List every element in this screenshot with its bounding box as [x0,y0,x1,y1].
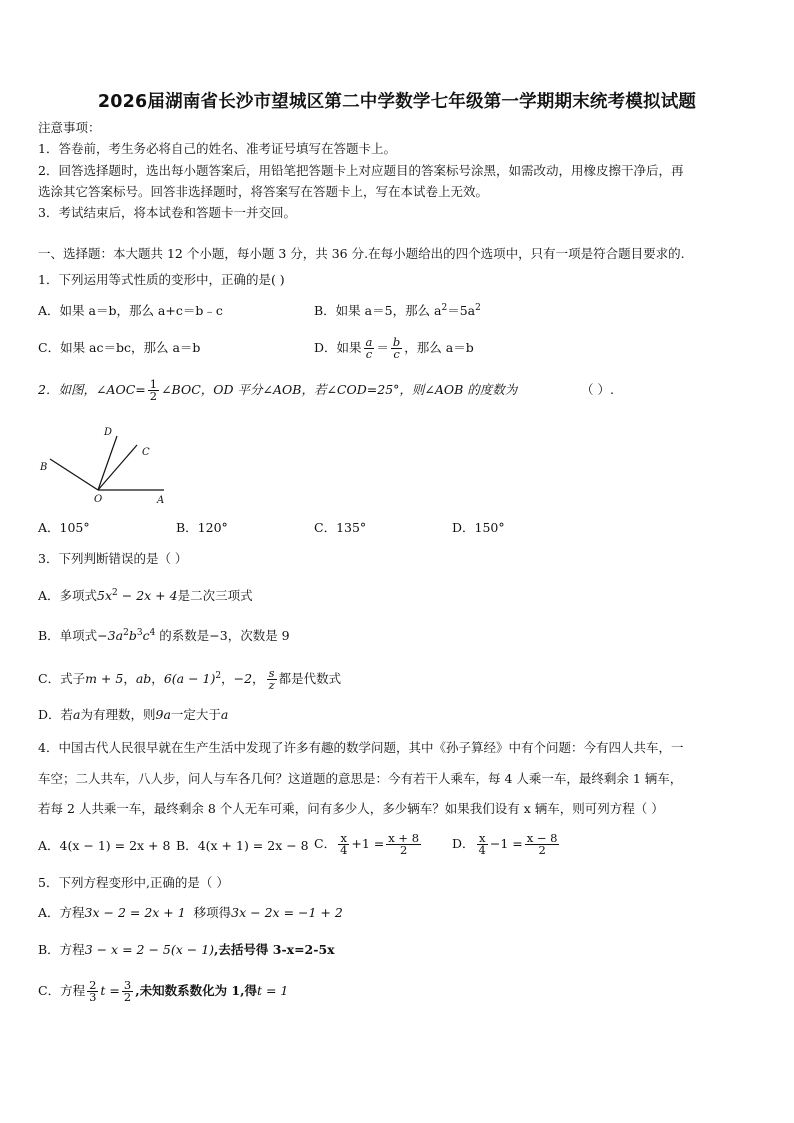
q2-stem-pre: 2．如图，∠AOC= [38,382,146,397]
question-4-line: 车空；二人共车，八人步，问人与车各几何？这道题的意思是：今有若干人乘车，每 4 人乘一车，最终剩余 1 辆车， [38,771,683,786]
q1-d-post: ，那么 a＝b [404,340,474,355]
fraction-b-over-c: $\frac{b}{c}$ [392,334,401,361]
q1-option-b [314,302,481,320]
q3-b-pre: B．单项式 [38,628,98,643]
fraction-3-over-2: $\frac{3}{2}$ [123,977,132,1004]
angle-figure [36,424,176,508]
fraction-x-over-4: $\frac{x}{4}$ [340,830,348,857]
q2-option-b: B．120° [176,520,228,535]
notice-item: 3．考试结束后，将本试卷和答题卡一并交回。 [38,205,296,220]
q3-a-pre: A．多项式 [38,588,98,603]
q2-answer-paren: （ ）. [581,382,614,397]
q2-option-a: A．105° [38,520,90,535]
fraction-x-over-4: $\frac{x}{4}$ [478,830,486,857]
fraction-s-over-z: $\frac{s}{z}$ [268,665,275,692]
notice-item: 选涂其它答案标号。回答非选择题时，将答案写在答题卡上，写在本试卷上无效。 [38,184,489,199]
label-o: O [94,494,103,505]
q3-a-expr2: − 2x + 4 [117,588,178,603]
fraction-2-over-3: $\frac{2}{3}$ [89,977,97,1004]
q5-option-b: B．方程3 − x = 2 − 5(x − 1),去括号得 3-x=2-5x [38,942,335,957]
q4-option-b: B．4(x + 1) = 2x − 8 [176,838,309,853]
q3-b-post: 的系数是−3，次数是 9 [155,628,290,643]
page-title: 2026届湖南省长沙市望城区第二中学数学七年级第一学期期末统考模拟试题 [97,92,697,112]
ray-ob [50,459,98,490]
q3-option-c: C．式子m + 5，ab，$6(a - 1)^2$，−2， $\frac{s}{z}$ 都是代数式 [38,665,342,692]
label-b: B [40,462,48,473]
question-1-stem: 1．下列运用等式性质的变形中，正确的是( ) [38,272,285,287]
fraction-xminus8-over-2: $\frac{x - 8}{2}$ [526,830,558,857]
fraction-xplus8-over-2: $\frac{x + 8}{2}$ [388,830,420,857]
q1-b-sup: 2 [441,303,448,313]
q1-option-c: C．如果 ac＝bc，那么 a＝b [38,340,201,355]
q3-option-d: D．若a为有理数，则9a一定大于a [38,707,229,722]
q2-stem-post: ∠BOC，OD 平分∠AOB，若∠COD=25°，则∠AOB 的度数为 [161,382,518,397]
label-c: C [142,447,150,458]
q1-d-text: D．如果 [314,340,362,355]
ray-od [98,436,117,490]
q1-b-sup2: 2 [475,303,481,313]
section-heading: 一、选择题：本大题共 12 个小题，每小题 3 分，共 36 分.在每小题给出的四个选项中，只有一项是符合题目要求的. [38,246,685,261]
q3-option-a: A．多项式$5x^2 - 2x + 4$是二次三项式 [38,588,253,603]
label-a: A [157,495,165,506]
q3-option-b: B．单项式$-3a^2b^3c^4$ 的系数是−3，次数是 9 [38,628,290,643]
question-2-stem [38,372,517,408]
notice-item: 1．答卷前，考生务必将自己的姓名、准考证号填写在答题卡上。 [38,141,396,156]
ray-oc [98,445,137,490]
q5-option-c: C．方程 $\frac{2}{3}$ t = $\frac{3}{2}$ ,未知数系数化为 1,得t = 1 [38,977,289,1004]
q1-b-text2: ＝5a [447,303,476,318]
q4-option-d: D． $\frac{x}{4}$ −1 = $\frac{x - 8}{2}$ [452,830,558,857]
q3-c-pre: C．式子 [38,671,86,686]
fraction-one-half: $\frac{1}{2}$ [149,376,158,403]
q5-option-a: A．方程3x − 2 = 2x + 1 移项得3x − 2x = −1 + 2 [38,905,343,920]
q1-b-text: B．如果 a＝5，那么 a [314,303,442,318]
q4-option-a: A．4(x − 1) = 2x + 8 [38,838,171,853]
label-d: D [104,427,113,438]
q2-option-c: C．135° [314,520,367,535]
q4-option-c: C． $\frac{x}{4}$ +1 = $\frac{x + 8}{2}$ [314,830,420,857]
q3-c-post: 都是代数式 [278,671,342,686]
q1-option-d [314,330,474,366]
notice-item: 2．回答选择题时，选出每小题答案后，用铅笔把答题卡上对应题目的答案标号涂黑，如需改动，用橡皮擦干净后，再 [38,163,684,178]
q3-a-expr: 5x [97,588,113,603]
question-3-stem: 3．下列判断错误的是（ ） [38,551,188,566]
q1-option-a: A．如果 a＝b，那么 a+c＝b﹣c [38,303,223,318]
q2-option-d: D．150° [452,520,505,535]
question-4-line: 若每 2 人共乘一车，最终剩余 8 个人无车可乘，问有多少人，多少辆车？如果我们设有 x 辆车，则可列方程（ ） [38,801,664,816]
q3-a-post: 是二次三项式 [177,588,253,603]
fraction-a-over-c: $\frac{a}{c}$ [365,334,373,361]
question-4-line: 4．中国古代人民很早就在生产生活中发现了许多有趣的数学问题，其中《孙子算经》中有个问题：今有四人共车，一 [38,740,684,755]
q1-d-eq: ＝ [376,340,389,355]
question-5-stem: 5．下列方程变形中,正确的是（ ） [38,875,229,890]
notice-heading: 注意事项： [38,120,101,135]
